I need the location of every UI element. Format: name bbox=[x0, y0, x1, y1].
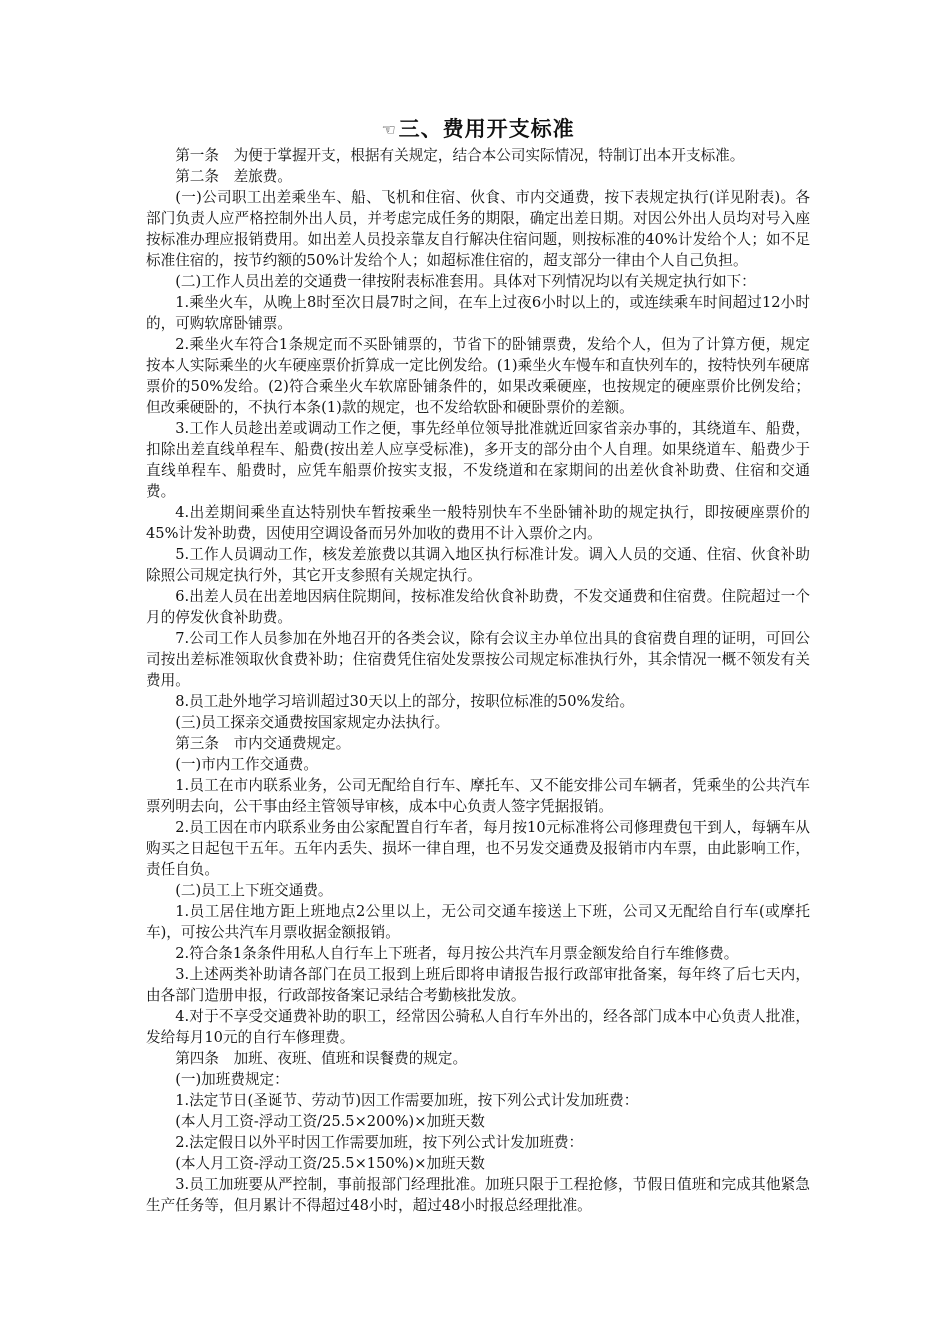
document-page bbox=[146, 112, 810, 1216]
hand-pointing-icon: ☜ bbox=[381, 120, 397, 139]
paragraph: 2.符合条1条条件用私人自行车上下班者，每月按公共汽车月票金额发给自行车维修费。 bbox=[175, 945, 739, 962]
paragraph: (一)市内工作交通费。 bbox=[175, 756, 318, 773]
paragraph: 第三条 市内交通费规定。 bbox=[175, 735, 351, 752]
paragraph: (二)工作人员出差的交通费一律按附表标准套用。具体对下列情况均以有关规定执行如下： bbox=[175, 273, 756, 290]
paragraph: 第二条 差旅费。 bbox=[175, 168, 292, 185]
paragraph: (一)加班费规定： bbox=[175, 1071, 289, 1088]
paragraph: 2.法定假日以外平时因工作需要加班，按下列公式计发加班费： bbox=[175, 1134, 584, 1151]
paragraph: 1.乘坐火车，从晚上8时至次日晨7时之间，在车上过夜6小时以上的，或连续乘车时间超过12小时的，可购软席卧铺票。 bbox=[146, 294, 810, 332]
paragraph: 2.乘坐火车符合1条规定而不买卧铺票的，节省下的卧铺票费，发给个人，但为了计算方便，规定按本人实际乘坐的火车硬座票价折算成一定比例发给。(1)乘坐火车慢车和直快列车的，按特快列车硬席票价的50%发给。(2)符合乘坐火车软席卧铺条件的，如果改乘硬座，也按规定的硬座票价比例发给；但改乘硬卧的，不执行本条(1)款的规定，也不发给软卧和硬卧票价的差额。 bbox=[146, 336, 810, 416]
paragraph: 6.出差人员在出差地因病住院期间，按标准发给伙食补助费，不发交通费和住宿费。住院超过一个月的停发伙食补助费。 bbox=[146, 588, 810, 626]
paragraph: (本人月工资-浮动工资/25.5×150%)×加班天数 bbox=[175, 1155, 485, 1172]
paragraph: 第四条 加班、夜班、值班和误餐费的规定。 bbox=[175, 1050, 468, 1067]
document-body bbox=[146, 145, 810, 1216]
paragraph: 4.对于不享受交通费补助的职工，经常因公骑私人自行车外出的，经各部门成本中心负责人批准，发给每月10元的自行车修理费。 bbox=[146, 1008, 810, 1046]
paragraph: (二)员工上下班交通费。 bbox=[175, 882, 333, 899]
paragraph: (三)员工探亲交通费按国家规定办法执行。 bbox=[175, 714, 450, 731]
paragraph: 2.员工因在市内联系业务由公家配置自行车者，每月按10元标准将公司修理费包干到人，每辆车从购买之日起包干五年。五年内丢失、损坏一律自理，也不另发交通费及报销市内车票，由此影响工作，责任自负。 bbox=[146, 819, 810, 878]
paragraph: (一)公司职工出差乘坐车、船、飞机和住宿、伙食、市内交通费，按下表规定执行(详见附表)。各部门负责人应严格控制外出人员，并考虑完成任务的期限，确定出差日期。对因公外出人员均对号入座按标准办理应报销费用。如出差人员投亲靠友自行解决住宿问题，则按标准的40%计发给个人；如不足标准住宿的，按节约额的50%计发给个人；如超标准住宿的，超支部分一律由个人自己负担。 bbox=[146, 189, 810, 269]
paragraph: 8.员工赴外地学习培训超过30天以上的部分，按职位标准的50%发给。 bbox=[175, 693, 635, 710]
paragraph: 3.工作人员趁出差或调动工作之便，事先经单位领导批准就近回家省亲办事的，其绕道车、船费，扣除出差直线单程车、船费(按出差人应享受标准)，多开支的部分由个人自理。如果绕道车、船费少于直线单程车、船费时，应凭车船票价按实支报，不发绕道和在家期间的出差伙食补助费、住宿和交通费。 bbox=[146, 420, 810, 500]
paragraph: 1.员工在市内联系业务，公司无配给自行车、摩托车、又不能安排公司车辆者，凭乘坐的公共汽车票列明去向，公干事由经主管领导审核，成本中心负责人签字凭据报销。 bbox=[146, 777, 810, 815]
paragraph: 3.员工加班要从严控制，事前报部门经理批准。加班只限于工程抢修，节假日值班和完成其他紧急生产任务等，但月累计不得超过48小时，超过48小时报总经理批准。 bbox=[146, 1176, 810, 1214]
paragraph: 7.公司工作人员参加在外地召开的各类会议，除有会议主办单位出具的食宿费自理的证明，可回公司按出差标准领取伙食费补助；住宿费凭住宿处发票按公司规定标准执行外，其余情况一概不领发有关费用。 bbox=[146, 630, 810, 689]
paragraph: 4.出差期间乘坐直达特别快车暂按乘坐一般特别快车不坐卧铺补助的规定执行，即按硬座票价的45%计发补助费，因使用空调设备而另外加收的费用不计入票价之内。 bbox=[146, 504, 810, 542]
paragraph: 第一条 为便于掌握开支，根据有关规定，结合本公司实际情况，特制订出本开支标准。 bbox=[175, 147, 745, 164]
page-title bbox=[146, 112, 810, 146]
paragraph: 5.工作人员调动工作，核发差旅费以其调入地区执行标准计发。调入人员的交通、住宿、伙食补助除照公司规定执行外，其它开支参照有关规定执行。 bbox=[146, 546, 810, 584]
paragraph: 1.员工居住地方距上班地点2公里以上，无公司交通车接送上下班，公司又无配给自行车(或摩托车)，可按公共汽车月票收据金额报销。 bbox=[146, 903, 810, 941]
page-title-text: 三、费用开支标准 bbox=[398, 117, 575, 141]
paragraph: (本人月工资-浮动工资/25.5×200%)×加班天数 bbox=[175, 1113, 485, 1130]
paragraph: 3.上述两类补助请各部门在员工报到上班后即将申请报告报行政部审批备案，每年终了后七天内，由各部门造册申报，行政部按备案记录结合考勤核批发放。 bbox=[146, 966, 810, 1004]
paragraph: 1.法定节日(圣诞节、劳动节)因工作需要加班，按下列公式计发加班费： bbox=[175, 1092, 639, 1109]
